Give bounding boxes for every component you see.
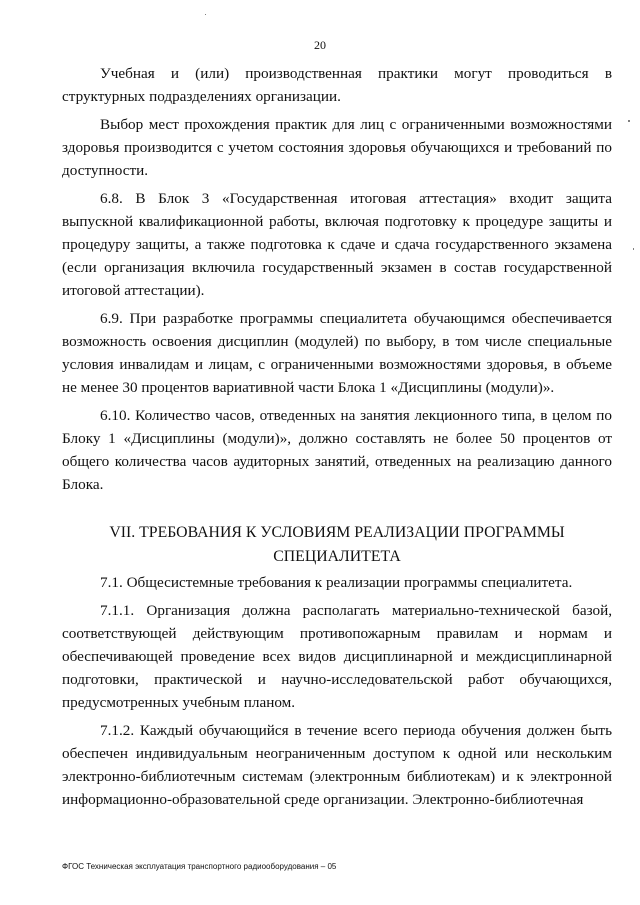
paragraph-6-8: 6.8. В Блок 3 «Государственная итоговая аттестация» входит защита выпускной квалификационной работы, включая подготовку к процедуре защиты и процедуру защиты, а также подготовка к сдаче и сдача государственного экзамена (если организация включила государственный экзамен в состав государственной итоговой аттестации). [62, 190, 612, 299]
document-footer: ФГОС Техническая эксплуатация транспортного радиооборудования – 05 [62, 862, 337, 871]
document-body [62, 62, 612, 816]
scan-speck [633, 248, 634, 250]
paragraph-6-10: 6.10. Количество часов, отведенных на занятия лекционного типа, в целом по Блоку 1 «Дисциплины (модули)», должно составлять не более 50 процентов от общего количества часов аудиторных занятий, отведенных на реализацию данного Блока. [62, 407, 612, 493]
paragraph-practice-choice: Выбор мест прохождения практик для лиц с ограниченными возможностями здоровья производится с учетом состояния здоровья обучающихся и требований по доступности. [62, 116, 612, 179]
paragraph-7-1-2: 7.1.2. Каждый обучающийся в течение всего периода обучения должен быть обеспечен индивидуальным неограниченным доступом к одной или нескольким электронно-библиотечным системам (электронным библиотекам) и к электронной информационно-образовательной среде организации. Электронно-библиотечная [62, 722, 612, 808]
scan-speck [205, 14, 206, 15]
paragraph-6-9: 6.9. При разработке программы специалитета обучающимся обеспечивается возможность освоения дисциплин (модулей) по выбору, в том числе специальные условия инвалидам и лицам, с ограниченными возможностями здоровья, в объеме не менее 30 процентов вариативной части Блока 1 «Дисциплины (модули)». [62, 310, 612, 396]
paragraph-7-1: 7.1. Общесистемные требования к реализации программы специалитета. [100, 574, 573, 591]
paragraph-practice-location: Учебная и (или) производственная практики могут проводиться в структурных подразделениях организации. [62, 65, 612, 105]
page-number: 20 [314, 38, 326, 52]
scan-speck [628, 120, 630, 122]
section-heading [62, 521, 612, 569]
paragraph-7-1-1: 7.1.1. Организация должна располагать материально-технической базой, соответствующей действующим противопожарным правилам и нормам и обеспечивающей проведение всех видов дисциплинарной и междисциплинарной подготовки, практической и научно-исследовательской работ обучающихся, предусмотренных учебным планом. [62, 602, 612, 711]
section-heading-line1: VII. ТРЕБОВАНИЯ К УСЛОВИЯМ РЕАЛИЗАЦИИ ПРОГРАММЫ [109, 524, 565, 541]
section-heading-line2: СПЕЦИАЛИТЕТА [273, 548, 401, 565]
